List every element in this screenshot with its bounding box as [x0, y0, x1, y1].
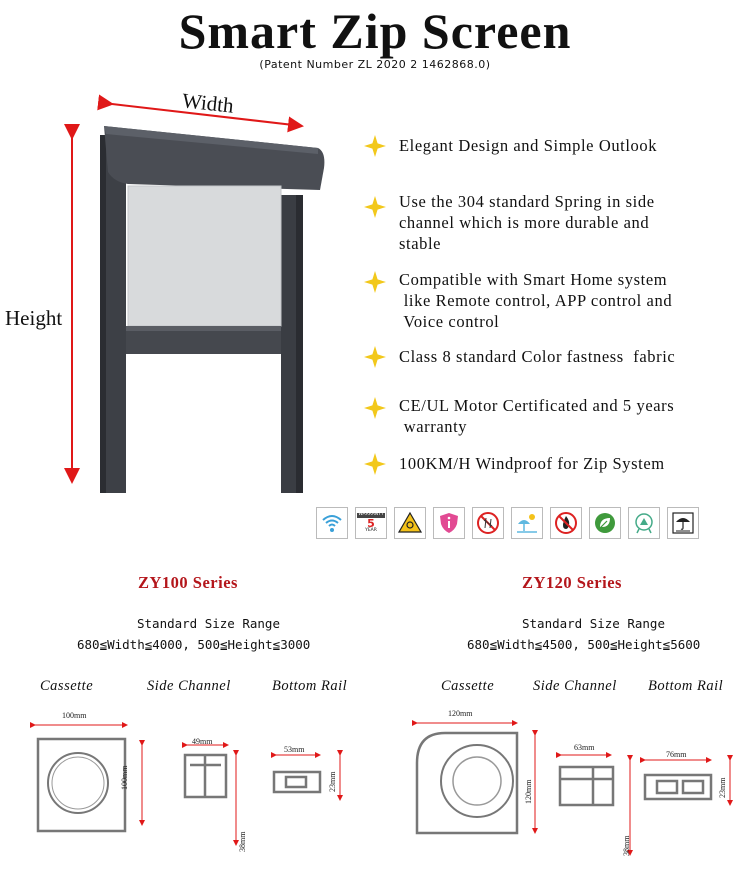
part-label-cassette: Cassette	[40, 678, 94, 694]
zy100-profile-drawings	[30, 705, 360, 855]
mosquito-icon	[472, 507, 504, 539]
patent-number: (Patent Number ZL 2020 2 1462868.0)	[259, 58, 491, 71]
part-label-side-channel: Side Channel	[533, 678, 617, 694]
dim-cassette-height: 120mm	[524, 779, 533, 804]
part-label-cassette: Cassette	[441, 678, 495, 694]
feature-line: Compatible with Smart Home system	[399, 270, 668, 289]
star-bullet-icon	[364, 135, 386, 157]
bottom-rail-profile	[645, 775, 711, 799]
dim-cassette-height: 100mm	[120, 765, 129, 790]
part-label-bottom-rail: Bottom Rail	[648, 678, 724, 694]
size-range-heading: Standard Size Range	[522, 616, 665, 631]
size-range-heading: Standard Size Range	[137, 616, 280, 631]
series-title-zy100: ZY100 Series	[138, 573, 238, 592]
feature-line: Elegant Design and Simple Outlook	[399, 136, 658, 155]
feature-line: like Remote control, APP control and	[399, 291, 673, 310]
quality-medal-icon	[628, 507, 660, 539]
feature-line: Use the 304 standard Spring in side	[399, 192, 655, 211]
feature-line: channel which is more durable and	[399, 213, 650, 232]
size-range-zy100: 680≦Width≦4000, 500≦Height≦3000	[77, 637, 311, 652]
cassette-profile	[417, 733, 517, 833]
certification-badges	[316, 507, 699, 539]
feature-line: warranty	[399, 417, 468, 436]
height-label: Height	[5, 306, 63, 330]
star-bullet-icon	[364, 196, 386, 218]
dim-side-channel-height: 38mm	[622, 835, 631, 856]
bottom-rail-profile	[274, 772, 320, 792]
wifi-icon	[316, 507, 348, 539]
page-title: Smart Zip Screen	[178, 3, 572, 59]
sun-shade-icon	[511, 507, 543, 539]
uv-hazard-icon	[394, 507, 426, 539]
series-title-zy120: ZY120 Series	[522, 573, 622, 592]
safety-shield-icon	[433, 507, 465, 539]
side-channel-profile	[560, 767, 613, 805]
zy120-profile-drawings	[405, 705, 745, 865]
zip-screen-illustration	[0, 80, 360, 500]
star-bullet-icon	[364, 346, 386, 368]
feature-line: CE/UL Motor Certificated and 5 years	[399, 396, 675, 415]
feature-item	[364, 135, 744, 156]
feature-line: Class 8 standard Color fastness fabric	[399, 347, 676, 366]
feature-item	[364, 269, 744, 332]
feature-item	[364, 453, 744, 474]
dim-bottom-rail-width: 53mm	[284, 745, 305, 754]
dim-cassette-width: 100mm	[62, 711, 87, 720]
star-bullet-icon	[364, 397, 386, 419]
fire-resistant-icon	[550, 507, 582, 539]
feature-item	[364, 346, 744, 367]
warranty-icon: WARRANTY 5 YEAR	[355, 507, 387, 539]
dim-side-channel-width: 49mm	[192, 737, 213, 746]
waterproof-umbrella-icon	[667, 507, 699, 539]
part-label-bottom-rail: Bottom Rail	[272, 678, 348, 694]
dim-bottom-rail-height: 23mm	[328, 771, 337, 792]
feature-item	[364, 395, 744, 437]
feature-line: Voice control	[399, 312, 500, 331]
dim-side-channel-height: 38mm	[238, 831, 247, 852]
feature-line: 100KM/H Windproof for Zip System	[399, 454, 665, 473]
part-label-side-channel: Side Channel	[147, 678, 231, 694]
star-bullet-icon	[364, 453, 386, 475]
dim-side-channel-width: 63mm	[574, 743, 595, 752]
width-label: Width	[180, 88, 235, 118]
dim-bottom-rail-height: 23mm	[718, 777, 727, 798]
star-bullet-icon	[364, 271, 386, 293]
feature-item	[364, 191, 744, 254]
dim-bottom-rail-width: 76mm	[666, 750, 687, 759]
dim-cassette-width: 120mm	[448, 709, 473, 718]
size-range-zy120: 680≦Width≦4500, 500≦Height≦5600	[467, 637, 701, 652]
feature-line: stable	[399, 234, 442, 253]
side-channel-profile	[185, 755, 226, 797]
screen-fabric	[128, 186, 281, 326]
eco-leaf-icon	[589, 507, 621, 539]
